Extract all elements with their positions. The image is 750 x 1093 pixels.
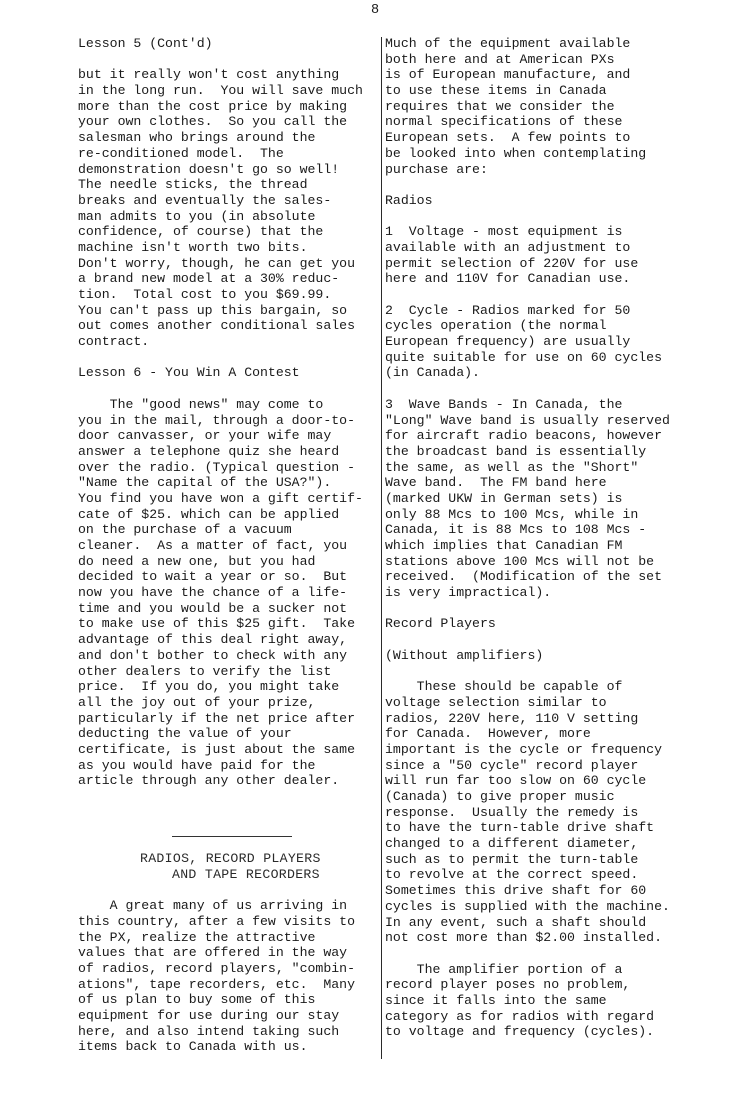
text-line: as you would have paid for the [78,757,316,773]
section-heading-line: RADIOS, RECORD PLAYERS [140,851,321,867]
text-line: such as to permit the turn-table [385,851,639,867]
text-line: 2 Cycle - Radios marked for 50 [385,302,631,318]
text-line: cycles is supplied with the machine. [385,898,670,914]
text-line: decided to wait a year or so. But [78,569,348,585]
text-line: contract. [78,334,150,350]
text-line: this country, after a few visits to [78,913,355,929]
text-line: since a "50 cycle" record player [385,757,639,773]
text-line: other dealers to verify the list [78,663,332,679]
text-line: of us plan to buy some of this [78,992,316,1008]
text-line: here, and also intend taking such [78,1023,340,1039]
amplifier-body [385,962,705,1040]
section-separator [172,836,292,837]
text-line: to use these items in Canada [385,83,607,99]
text-line: You find you have won a gift certif- [78,490,363,506]
text-line: for Canada. However, more [385,726,591,742]
text-line: all the joy out of your prize, [78,694,316,710]
text-line: the same, as well as the "Short" [385,459,639,475]
text-line: important is the cycle or frequency [385,741,662,757]
text-line: "Name the capital of the USA?"). [78,475,332,491]
text-line: These should be capable of [385,679,623,695]
text-line: voltage selection similar to [385,694,607,710]
text-line: Canada, it is 88 Mcs to 108 Mcs - [385,522,647,538]
text-line: The needle sticks, the thread [78,177,308,193]
section-heading-line: AND TAPE RECORDERS [172,866,320,882]
text-line: will run far too slow on 60 cycle [385,773,647,789]
text-line: (marked UKW in German sets) is [385,490,623,506]
text-line: not cost more than $2.00 installed. [385,930,662,946]
text-line: received. (Modification of the set [385,569,662,585]
text-line: since it falls into the same [385,992,607,1008]
text-line: category as for radios with regard [385,1008,655,1024]
text-line: the broadcast band is essentially [385,443,647,459]
text-line: Wave band. The FM band here [385,475,607,491]
radios-intro-body [78,898,383,1055]
text-line: advantage of this deal right away, [78,632,348,648]
text-line: in the long run. You will save much [78,83,363,99]
text-line: normal specifications of these [385,114,623,130]
text-line: and don't bother to check with any [78,647,348,663]
text-line: response. Usually the remedy is [385,804,639,820]
text-line: price. If you do, you might take [78,679,340,695]
equipment-intro [385,36,705,177]
text-line: A great many of us arriving in [78,898,348,914]
text-line: cleaner. As a matter of fact, you [78,538,348,553]
text-line: cycles operation (the normal [385,318,607,334]
text-line: be looked into when contemplating [385,145,647,161]
text-line: changed to a different diameter, [385,836,639,852]
text-line: salesman who brings around the [78,130,316,146]
text-line: items back to Canada with us. [78,1039,308,1055]
radios-section-heading [78,851,383,882]
text-line: stations above 100 Mcs will not be [385,553,655,569]
text-line: is very impractical). [385,585,552,601]
point-wave-bands [385,397,705,601]
radios-subheading: Radios [385,192,433,208]
text-line: Much of the equipment available [385,36,631,51]
point-cycle [385,303,705,381]
text-line: which implies that Canadian FM [385,538,623,553]
text-line: tion. Total cost to you $69.99. [78,287,332,302]
text-line: (Canada) to give proper music [385,789,615,804]
left-column [78,36,383,1055]
text-line: purchase are: [385,161,488,177]
text-line: The amplifier portion of a [385,961,623,977]
record-players-subheading: Record Players [385,616,496,632]
text-line: now you have the chance of a life- [78,585,348,601]
record-players-body [385,679,705,946]
text-line: requires that we consider the [385,98,615,114]
text-line: more than the cost price by making [78,98,348,114]
text-line: do need a new one, but you had [78,553,316,569]
text-line: demonstration doesn't go so well! [78,161,340,177]
lesson5-body [78,67,383,349]
point-voltage [385,224,705,287]
text-line: to voltage and frequency (cycles). [385,1024,655,1040]
text-line: but it really won't cost anything [78,67,340,83]
text-line: of radios, record players, "combin- [78,960,355,976]
text-line: confidence, of course) that the [78,224,324,240]
lesson6-body [78,397,383,789]
lesson5-heading: Lesson 5 (Cont'd) [78,36,213,51]
text-line: answer a telephone quiz she heard [78,443,340,459]
text-line: both here and at American PXs [385,51,615,67]
text-line: for aircraft radio beacons, however [385,428,662,444]
text-line: article through any other dealer. [78,773,340,789]
text-line: European frequency) are usually [385,334,631,350]
text-line: man admits to you (in absolute [78,208,316,224]
text-line: over the radio. (Typical question - [78,459,355,475]
text-line: European sets. A few points to [385,130,631,146]
text-line: (in Canada). [385,365,480,381]
text-line: quite suitable for use on 60 cycles [385,349,662,365]
text-line: is of European manufacture, and [385,67,631,83]
text-line: values that are offered in the way [78,945,348,961]
text-line: to make use of this $25 gift. Take [78,616,355,632]
text-line: out comes another conditional sales [78,318,355,334]
page-number: 8 [370,3,380,18]
right-column [385,36,705,1040]
text-line: door canvasser, or your wife may [78,428,332,444]
text-line: breaks and eventually the sales- [78,192,332,208]
lesson6-heading: Lesson 6 - You Win A Contest [78,365,300,381]
text-line: In any event, such a shaft should [385,914,647,930]
text-line: 3 Wave Bands - In Canada, the [385,396,623,412]
text-line: The "good news" may come to [78,396,324,412]
text-line: particularly if the net price after [78,710,355,726]
text-line: re-conditioned model. The [78,145,284,161]
text-line: available with an adjustment to [385,239,631,255]
text-line: only 88 Mcs to 100 Mcs, while in [385,506,639,522]
text-line: Don't worry, though, he can get you [78,255,355,271]
text-line: here and 110V for Canadian use. [385,271,631,287]
text-line: 1 Voltage - most equipment is [385,224,623,240]
text-line: ations", tape recorders, etc. Many [78,976,355,992]
text-line: the PX, realize the attractive [78,929,316,945]
text-line: Sometimes this drive shaft for 60 [385,883,647,899]
text-line: time and you would be a sucker not [78,600,348,616]
text-line: radios, 220V here, 110 V setting [385,710,639,726]
text-line: to revolve at the correct speed. [385,867,639,883]
text-line: you in the mail, through a door-to- [78,412,355,428]
without-amplifiers-note: (Without amplifiers) [385,647,544,663]
text-line: your own clothes. So you call the [78,114,348,130]
text-line: You can't pass up this bargain, so [78,302,348,318]
text-line: certificate, is just about the same [78,741,355,757]
text-line: permit selection of 220V for use [385,255,639,271]
text-line: a brand new model at a 30% reduc- [78,271,340,287]
text-line: on the purchase of a vacuum [78,522,292,538]
text-line: deducting the value of your [78,726,292,742]
text-line: cate of $25. which can be applied [78,506,340,522]
text-line: record player poses no problem, [385,977,631,993]
text-line: to have the turn-table drive shaft [385,820,655,836]
text-line: equipment for use during our stay [78,1007,340,1023]
text-line: machine isn't worth two bits. [78,239,308,255]
text-line: "Long" Wave band is usually reserved [385,412,670,428]
